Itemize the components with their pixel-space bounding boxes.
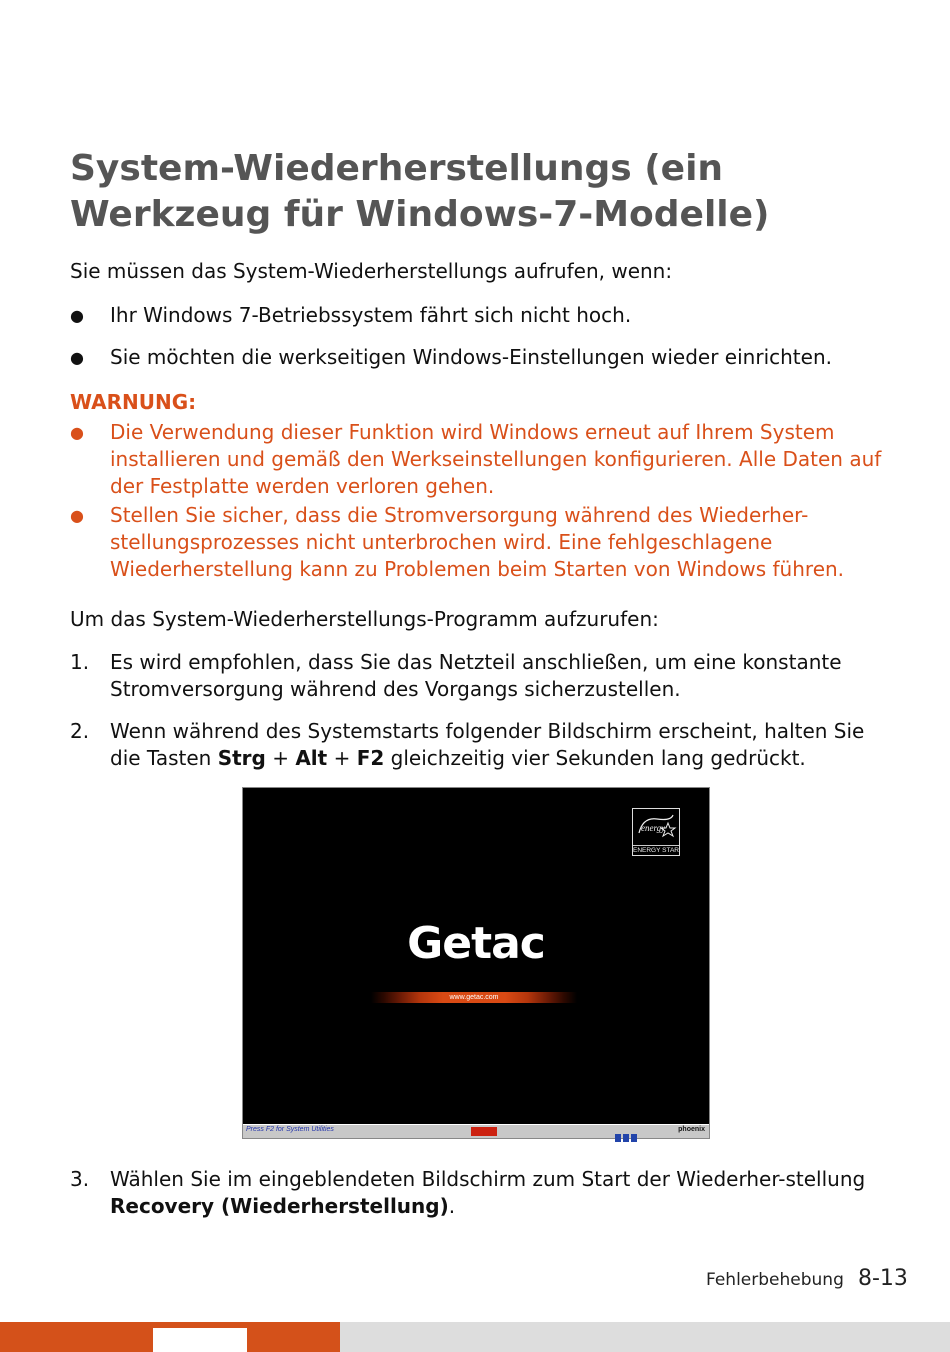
page-number: 8-13 [858, 1266, 908, 1291]
step-text: Wenn während des Systemstarts folgender Bildschirm erscheint, halten Sie die Tasten Strg + Alt + F2 gleichzeitig vier Sekunden lang gedrückt. [110, 719, 865, 770]
page-title: System-Wiederherstellungs (ein Werkzeug für Windows-7-Modelle) [70, 148, 770, 235]
footer-band [0, 1322, 950, 1352]
bullet-text: Ihr Windows 7-Betriebssystem fährt sich nicht hoch. [110, 303, 632, 327]
status-icons [615, 1127, 645, 1136]
device-icon [615, 1134, 621, 1142]
energy-star-logo [632, 808, 680, 856]
svg-text:energy: energy [641, 823, 666, 833]
phoenix-logo: phoenix [678, 1126, 705, 1133]
step-text: Wählen Sie im eingeblendeten Bildschirm zum Start der Wiederher-stellung Recovery (Wiederherstellung). [110, 1167, 866, 1218]
warning-text: Die Verwendung dieser Funktion wird Windows erneut auf Ihrem System installieren und gemäß den Werkseinstellungen konfigurieren. Alle Daten auf der Festplatte werden verloren gehen. [110, 420, 882, 498]
device-icon [631, 1134, 637, 1142]
progress-indicator [471, 1127, 497, 1136]
key-strg: Strg [217, 746, 266, 770]
status-text: Press F2 for System Utilities [246, 1126, 334, 1133]
status-bar [243, 1124, 709, 1138]
warning-text: Stellen Sie sicher, dass die Stromversorgung während des Wiederher-stellungsprozesses nicht unterbrochen wird. Eine fehlgeschlagene Wiederherstellung kann zu Problemen beim Starten von Windows führen. [110, 503, 845, 581]
warning-label: WARNUNG: [70, 390, 197, 414]
bullet-icon: ● [70, 306, 84, 325]
step-text: Es wird empfohlen, dass Sie das Netzteil anschließen, um eine konstante Stromversorgung während des Vorgangs sicherzustellen. [110, 650, 842, 701]
steps-intro: Um das System-Wiederherstellungs-Programm aufzurufen: [70, 607, 659, 631]
step-number: 2. [70, 719, 90, 743]
getac-logo: Getac [407, 918, 545, 969]
recovery-label: Recovery (Wiederherstellung) [110, 1194, 449, 1218]
url-bar [371, 992, 577, 1003]
key-f2: F2 [356, 746, 385, 770]
bullet-text: Sie möchten die werkseitigen Windows-Einstellungen wieder einrichten. [110, 345, 832, 369]
device-icon [623, 1134, 629, 1142]
intro-paragraph: Sie müssen das System-Wiederherstellungs aufrufen, wenn: [70, 259, 673, 283]
bullet-icon: ● [70, 506, 84, 525]
url-text: www.getac.com [449, 994, 499, 1001]
step-number: 1. [70, 650, 90, 674]
boot-screen-image [242, 787, 710, 1139]
footer-section: Fehlerbehebung [706, 1270, 844, 1290]
step-number: 3. [70, 1167, 90, 1191]
bullet-icon: ● [70, 423, 84, 442]
footer-band-marker [153, 1328, 247, 1352]
bullet-icon: ● [70, 348, 84, 367]
key-alt: Alt [295, 746, 328, 770]
energy-star-icon [635, 811, 677, 843]
energy-star-label: ENERGY STAR [633, 847, 679, 854]
